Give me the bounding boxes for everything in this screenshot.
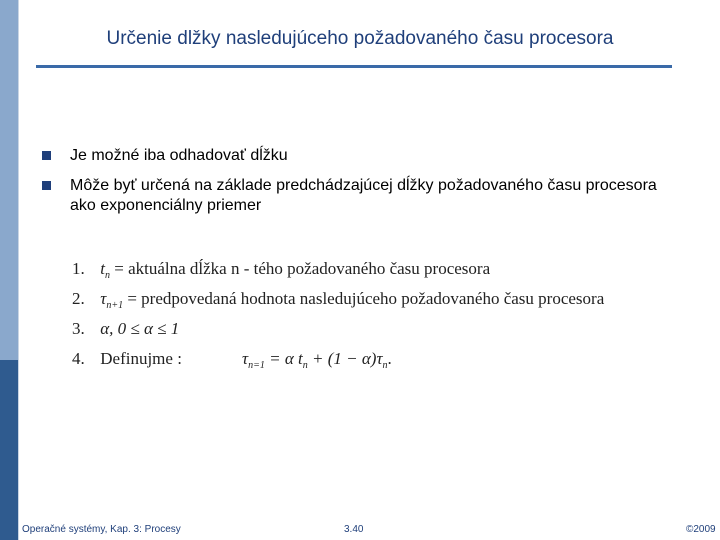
formula-subscript: n=1 [248, 360, 265, 371]
footer-course: Operačné systémy, Kap. 3: Procesy [22, 524, 181, 535]
side-bar-divider [18, 0, 19, 540]
formula-text: = aktuálna dĺžka n - tého požadovaného času procesora [109, 259, 491, 278]
formula-text: = predpovedaná hodnota nasledujúceho požadovaného času procesora [123, 289, 605, 308]
formula-subscript: n [302, 360, 308, 371]
footer-copyright: ©2009 [686, 524, 716, 535]
square-bullet-icon [42, 151, 51, 160]
formula-eq: = α [264, 349, 298, 368]
formula-variable: t [100, 259, 105, 278]
formula-number: 3. [72, 319, 85, 338]
formula-variable: τ [100, 289, 107, 308]
formula-variable: τ [376, 349, 383, 368]
formula-line-2 [72, 286, 692, 316]
formula-subscript: n [104, 270, 110, 281]
formula-line-1 [72, 256, 692, 286]
formula-end: . [387, 349, 392, 368]
title-underline [36, 65, 672, 68]
formula-list [72, 256, 692, 376]
slide-title: Určenie dlžky nasledujúceho požadovaného času procesora [106, 28, 614, 49]
formula-label: Definujme : [100, 349, 182, 368]
definition-formula [242, 346, 392, 379]
bullet-text: Je možné iba odhadovať dĺžku [70, 147, 288, 164]
side-bar-top [0, 0, 18, 360]
square-bullet-icon [42, 181, 51, 190]
formula-mid: + (1 − α) [307, 349, 377, 368]
footer-page-number: 3.40 [344, 524, 364, 535]
formula-number: 1. [72, 259, 85, 278]
formula-line-4 [72, 346, 692, 376]
formula-subscript: n+1 [106, 300, 124, 311]
bullet-text: Môže byť určená na základe predchádzajúcej dĺžky požadovaného času procesora ako exponenciálny priemer [70, 177, 657, 214]
formula-lhs: τ [242, 349, 249, 368]
formula-text: α, 0 ≤ α ≤ 1 [100, 319, 180, 338]
formula-variable: t [298, 349, 303, 368]
bullet-item [42, 146, 682, 166]
bullet-item [42, 176, 682, 216]
side-bar-bottom [0, 360, 18, 540]
formula-number: 4. [72, 349, 85, 368]
formula-line-3 [72, 316, 692, 346]
formula-subscript: n [382, 360, 388, 371]
formula-number: 2. [72, 289, 85, 308]
bullet-list [42, 146, 682, 226]
